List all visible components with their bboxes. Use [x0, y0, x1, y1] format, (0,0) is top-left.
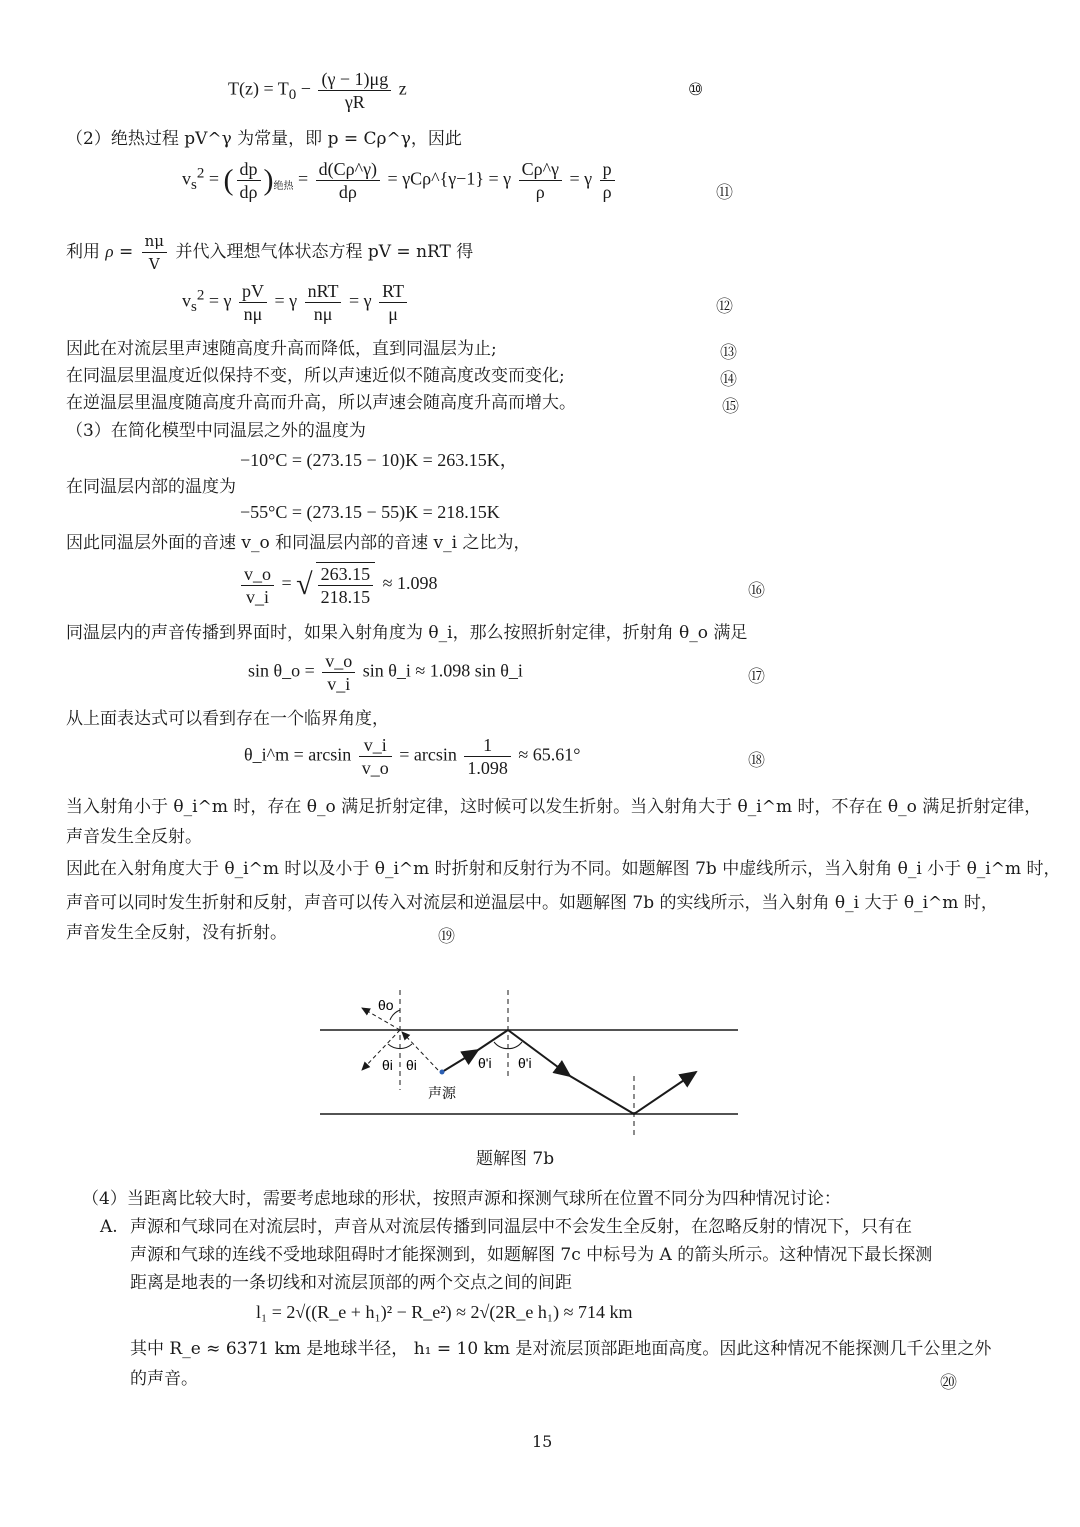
- equation-temp-outside: −10°C = (273.15 − 10)K = 263.15K，: [240, 450, 518, 470]
- equation-label-16: ⑯: [748, 581, 765, 601]
- figure-7b: [318, 990, 758, 1140]
- paragraph-ratio: 因此同温层外面的音速 v_o 和同温层内部的音速 v_i 之比为，: [66, 533, 531, 553]
- label-theta-o: θo: [378, 997, 394, 1013]
- equation-label-10: ⑩: [688, 80, 704, 100]
- equation-label-20: ⑳: [940, 1373, 957, 1393]
- equation-label-18: ⑱: [748, 751, 765, 771]
- label-theta-i-prime-1: θ'i: [478, 1055, 492, 1071]
- para2-line3: 声音发生全反射，没有折射。: [66, 923, 287, 943]
- paragraph-use-density: 利用 ρ = $\frac{n\mu}{V}$ 并代入理想气体状态方程 pV = nRT 得: [66, 232, 474, 273]
- line-13: 因此在对流层里声速随高度升高而降低，直到同温层为止;: [66, 339, 497, 359]
- equation-label-19: ⑲: [438, 927, 455, 947]
- item-a-line1: 声源和气球同在对流层时，声音从对流层传播到同温层中不会发生全反射，在忽略反射的情况下，只有在: [130, 1217, 912, 1237]
- label-source: 声源: [428, 1086, 456, 1102]
- para2-line1: 因此在入射角度大于 θ_i^m 时以及小于 θ_i^m 时折射和反射行为不同。如题解图 7b 中虚线所示，当入射角 θ_i 小于 θ_i^m 时，: [66, 859, 1061, 879]
- para1-line2: 声音发生全反射。: [66, 827, 202, 847]
- equation-label-12: ⑫: [716, 297, 733, 317]
- ray-2: [478, 1030, 508, 1050]
- figure-caption: 题解图 7b: [476, 1149, 555, 1169]
- para1-line1: 当入射角小于 θ_i^m 时，存在 θ_o 满足折射定律，这时候可以发生折射。当入射角大于 θ_i^m 时，不存在 θ_o 满足折射定律，: [66, 797, 1042, 817]
- label-theta-i-prime-2: θ'i: [518, 1055, 532, 1071]
- equation-l1: l₁ = 2√((R_e + h₁)² − R_e²) ≈ 2√(2R_e h₁) ≈ 714 km: [256, 1302, 633, 1322]
- ray-4: [570, 1076, 634, 1114]
- item-a-line3: 距离是地表的一条切线和对流层顶部的两个交点之间的间距: [130, 1273, 572, 1293]
- paragraph-part3: （3）在简化模型中同温层之外的温度为: [66, 421, 366, 441]
- equation-label-14: ⑭: [720, 370, 737, 390]
- label-theta-i-left1: θi: [382, 1057, 393, 1073]
- reflected-dashed-ray: [362, 1030, 400, 1070]
- ray-5: [634, 1072, 696, 1114]
- equation-11: $v_s^2$ = ( $\frac{dp}{d\rho}$ )$_{绝热}$ = $\frac{d(C\rho\^{}\gamma)}{d\rho}$ = γCρ^{γ−1} = γ $\frac{C\rho\^{}\gamma}{\rho}$ = γ $\frac{p}{\rho}$: [182, 158, 618, 203]
- item-a-marker: A.: [100, 1217, 118, 1237]
- equation-label-15: ⑮: [722, 397, 739, 417]
- page-number: 15: [532, 1432, 553, 1451]
- equation-18: θ_i^m = arcsin $\frac{v\_i}{v\_o}$ = arcsin $\frac{1}{1.098}$ ≈ 65.61°: [244, 735, 581, 778]
- paragraph-refraction: 同温层内的声音传播到界面时，如果入射角度为 θ_i，那么按照折射定律，折射角 θ_o 满足: [66, 623, 748, 643]
- equation-label-11: ⑪: [716, 183, 733, 203]
- item-a-line5: 的声音。: [130, 1369, 198, 1389]
- equation-temp-inside: −55°C = (273.15 − 55)K = 218.15K: [240, 502, 500, 522]
- equation-label-17: ⑰: [748, 667, 765, 687]
- paragraph-temp-inside: 在同温层内部的温度为: [66, 477, 236, 497]
- equation-17: sin θ_o = $\frac{v\_o}{v\_i}$ sin θ_i ≈ 1.098 sin θ_i: [248, 651, 523, 694]
- paragraph-part4: （4）当距离比较大时，需要考虑地球的形状，按照声源和探测气球所在位置不同分为四种情况讨论：: [82, 1189, 841, 1209]
- line-15: 在逆温层里温度随高度升高而升高，所以声速会随高度升高而增大。: [66, 393, 576, 413]
- para2-line2: 声音可以同时发生折射和反射，声音可以传入对流层和逆温层中。如题解图 7b 的实线所示，当入射角 θ_i 大于 θ_i^m 时，: [66, 893, 998, 913]
- label-theta-i-left2: θi: [406, 1057, 417, 1073]
- sound-source-dot: [440, 1070, 445, 1075]
- equation-16: $\frac{v\_o}{v\_i}$ = √ $\frac{263.15}{218.15}$ ≈ 1.098: [238, 562, 438, 608]
- paragraph-critical: 从上面表达式可以看到存在一个临界角度，: [66, 709, 389, 729]
- equation-label-13: ⑬: [720, 343, 737, 363]
- equation-12: $v_s^2 = \gamma$ $\frac{pV}{n\mu}$ = γ $\frac{\text{nRT}}{n\mu}$ = γ $\frac{RT}{\mu}$: [182, 280, 410, 325]
- ray-1: [442, 1050, 478, 1072]
- line-14: 在同温层里温度近似保持不变，所以声速近似不随高度改变而变化;: [66, 366, 565, 386]
- item-a-line4: 其中 R_e ≈ 6371 km 是地球半径， h₁ = 10 km 是对流层顶部距地面高度。因此这种情况不能探测几千公里之外: [130, 1339, 992, 1359]
- equation-10: $T(z) = T_0$ − $\frac{(\gamma - 1)\mu g}{\gamma R}$ z: [228, 69, 407, 112]
- paragraph-adiabatic: （2）绝热过程 pV^γ 为常量，即 p = Cρ^γ，因此: [66, 129, 462, 149]
- item-a-line2: 声源和气球的连线不受地球阻碍时才能探测到，如题解图 7c 中标号为 A 的箭头所示。这种情况下最长探测: [130, 1245, 933, 1265]
